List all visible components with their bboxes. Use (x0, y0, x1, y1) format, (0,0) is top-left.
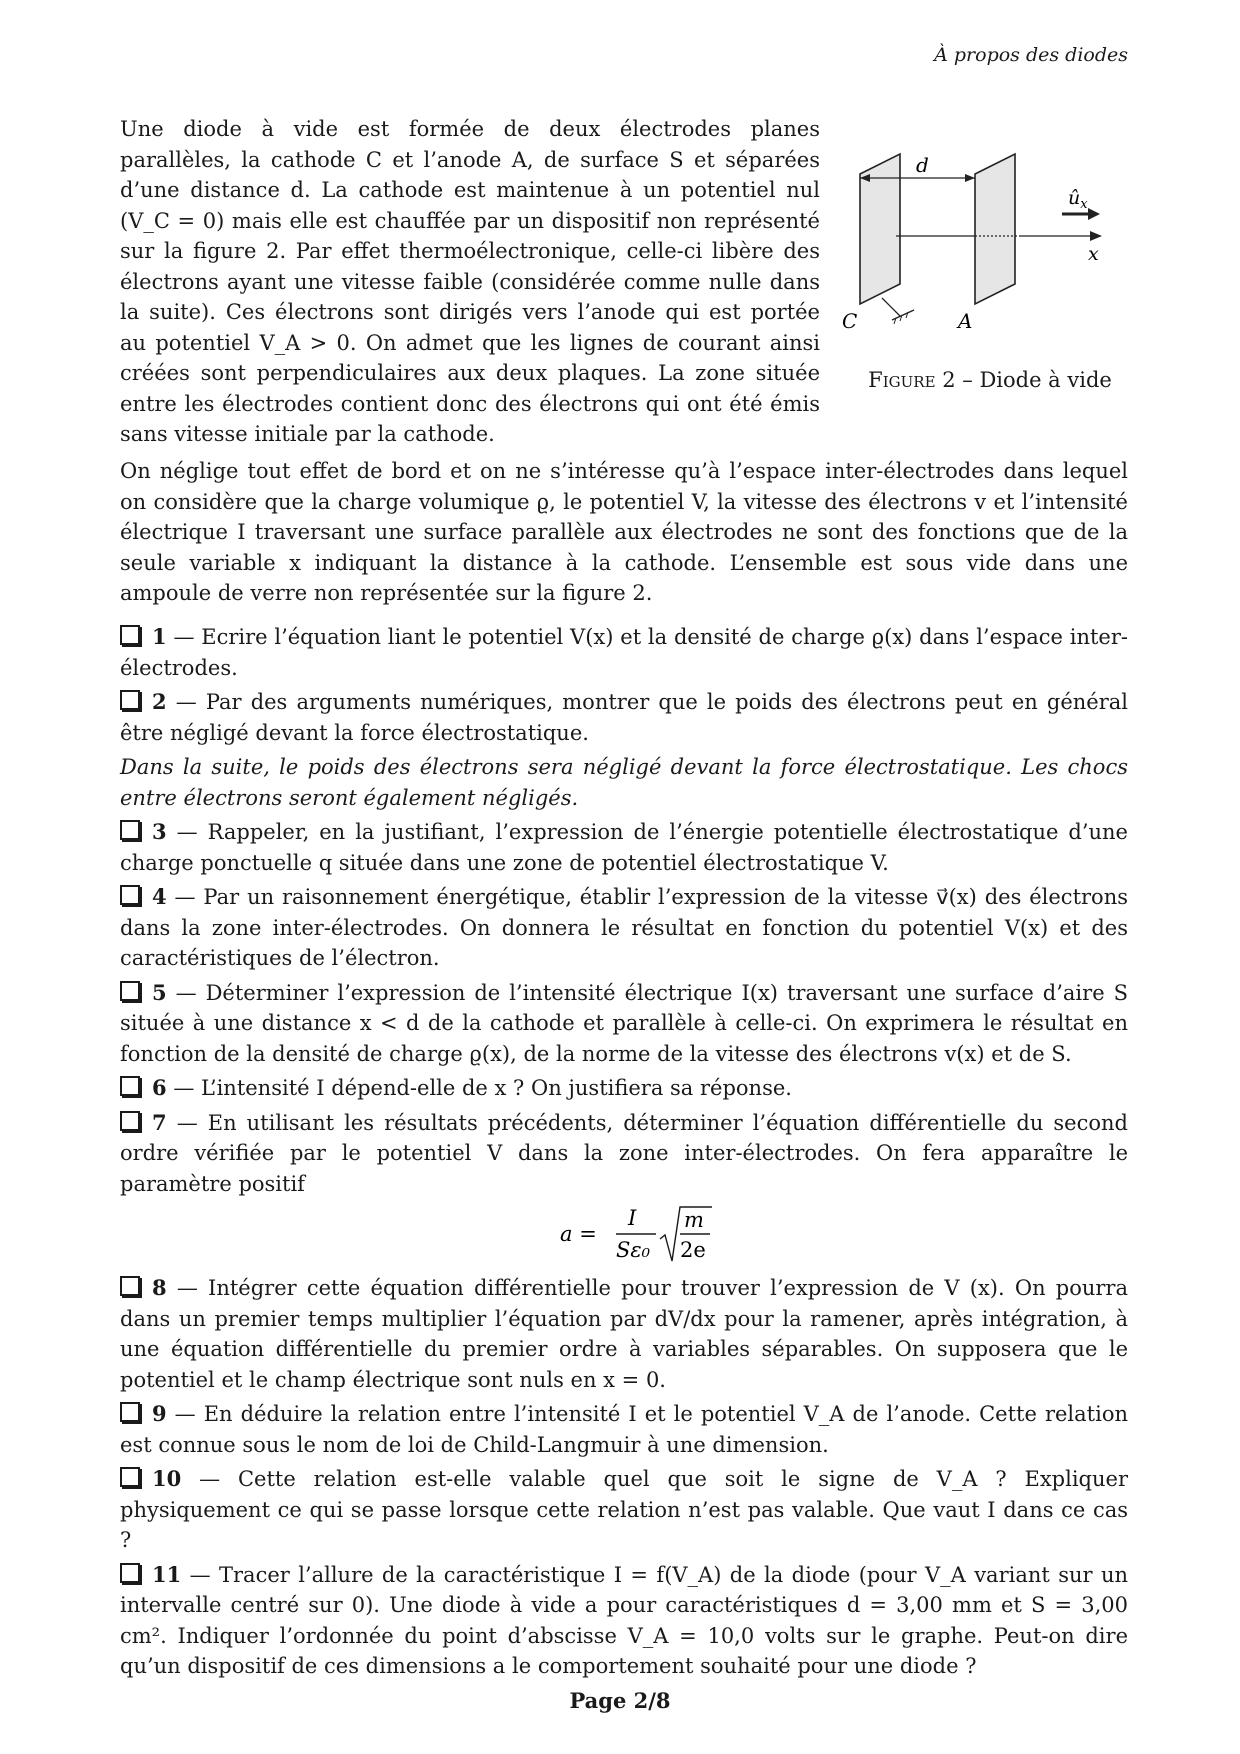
question-2 (120, 687, 1128, 748)
question-number: 5 (152, 979, 167, 1005)
question-text: — Ecrire l’équation liant le potentiel V(x) et la densité de charge ϱ(x) dans l’espace inter-électrodes. (120, 625, 1128, 680)
italic-note: Dans la suite, le poids des électrons sera négligé devant la force électrostatique. Les chocs entre électrons seront également négligés. (120, 755, 1128, 810)
question-text: — Par des arguments numériques, montrer que le poids des électrons peut en général être négligé devant la force électrostatique. (120, 690, 1128, 745)
question-text: — En utilisant les résultats précédents, déterminer l’équation différentielle du second ordre vérifiée par le potentiel V dans la zone inter-électrodes. On fera apparaître le paramètre positif (120, 1110, 1128, 1196)
figure-caption (840, 368, 1140, 392)
formula-svg (560, 1203, 760, 1265)
page-number: Page 2/8 (569, 1688, 671, 1713)
checkbox-icon (120, 820, 140, 840)
checkbox-icon (120, 981, 140, 1001)
question-text: — Tracer l’allure de la caractéristique I = f(V_A) de la diode (pour V_A variant sur un intervalle centré sur 0). Une diode à vide a pour caractéristiques d = 3,00 mm et S = 3,00 cm². Indiquer l’ordonnée du point d’abscisse V_A = 10,0 volts sur le graphe. Peut-on dire qu’un dispositif de ces dimensions a le comportement souhaité pour une diode ? (120, 1562, 1128, 1678)
checkbox-icon (120, 885, 140, 905)
question-number: 1 (152, 624, 167, 649)
question-text: — En déduire la relation entre l’intensité I et le potentiel V_A de l’anode. Cette relation est connue sous le nom de loi de Child-Langmuir à une dimension. (120, 1402, 1128, 1457)
question-7 (120, 1108, 1128, 1200)
question-3 (120, 817, 1128, 878)
question-text: — Cette relation est-elle valable quel que soit le signe de V_A ? Expliquer physiquement ce qui se passe lorsque cette relation n’est pas valable. Que vaut I dans ce cas ? (120, 1467, 1128, 1552)
checkbox-icon (120, 1111, 140, 1131)
question-number: 11 (152, 1561, 182, 1587)
checkbox-icon (120, 690, 140, 710)
formula-root-num: m (684, 1208, 704, 1232)
running-header: À propos des diodes (934, 44, 1128, 66)
checkbox-icon (120, 1076, 140, 1096)
formula-den: Sε₀ (616, 1238, 651, 1262)
question-10 (120, 1464, 1128, 1556)
label-d: d (916, 153, 929, 177)
caption-text: Diode à vide (979, 368, 1112, 392)
question-list (120, 622, 1128, 1686)
formula-num: I (628, 1206, 637, 1230)
question-1 (120, 622, 1128, 683)
question-number: 4 (152, 884, 167, 909)
formula-root-den: 2e (680, 1238, 706, 1262)
question-11 (120, 1560, 1128, 1682)
question-text: — Rappeler, en la justifiant, l’expression de l’énergie potentielle électrostatique d’une charge ponctuelle q située dans une zone de potentiel électrostatique V. (120, 820, 1128, 875)
question-number: 6 (152, 1075, 167, 1100)
checkbox-icon (120, 1563, 140, 1583)
question-8 (120, 1273, 1128, 1395)
formula-lhs: a = (560, 1222, 597, 1246)
question-text: — Intégrer cette équation différentielle pour trouver l’expression de V (x). On pourra dans un premier temps multiplier l’équation par dV/dx pour la ramener, après intégration, à une équation différentielle du premier ordre à variables séparables. On supposera que le potentiel et le champ électrique sont nuls en x = 0. (120, 1276, 1128, 1392)
checkbox-icon (120, 625, 140, 645)
question-number: 2 (152, 689, 167, 714)
label-ux: $û_x$ (1068, 187, 1088, 212)
label-A: A (958, 309, 973, 333)
question-text: — Déterminer l’expression de l’intensité électrique I(x) traversant une surface d’aire S située à une distance x < d de la cathode et parallèle à celle-ci. On exprimera le résultat en fonction de la densité de charge ϱ(x), de la norme de la vitesse des électrons v(x) et de S. (120, 980, 1128, 1066)
checkbox-icon (120, 1402, 140, 1422)
caption-sep: – (955, 368, 980, 392)
figure-2 (840, 148, 1140, 408)
question-number: 8 (152, 1275, 167, 1300)
question-number: 10 (152, 1466, 182, 1491)
formula-a (120, 1203, 1128, 1265)
diode-diagram (840, 148, 1140, 363)
caption-prefix: Figure 2 (868, 368, 956, 392)
question-number: 3 (152, 819, 167, 844)
checkbox-icon (120, 1276, 140, 1296)
question-9 (120, 1399, 1128, 1460)
question-number: 7 (152, 1109, 167, 1135)
intro-paragraph: Une diode à vide est formée de deux électrodes planes parallèles, la cathode C et l’anode A, de surface S et séparées d’une distance d. La cathode est maintenue à un potentiel nul (V_C = 0) mais elle est chauffée par un dispositif non représenté sur la figure 2. Par effet thermoélectronique, celle-ci libère des électrons ayant une vitesse faible (considérée comme nulle dans la suite). Ces électrons sont dirigés vers l’anode qui est portée au potentiel V_A > 0. On admet que les lignes de courant ainsi créées sont perpendiculaires aux deux plaques. La zone située entre les électrodes contient donc des électrons qui ont été émis sans vitesse initiale par la cathode. (120, 117, 820, 446)
question-text: — L’intensité I dépend-elle de x ? On justifiera sa réponse. (173, 1076, 792, 1100)
question-text: — Par un raisonnement énergétique, établir l’expression de la vitesse v⃗(x) des électrons dans la zone inter-électrodes. On donnera le résultat en fonction du potentiel V(x) et des caractéristiques de l’électron. (120, 885, 1128, 970)
question-6 (120, 1073, 1128, 1104)
question-number: 9 (152, 1401, 167, 1426)
body-paragraph: On néglige tout effet de bord et on ne s’intéresse qu’à l’espace inter-électrodes dans lequel on considère que la charge volumique ϱ, le potentiel V, la vitesse des électrons v et l’intensité électrique I traversant une surface parallèle aux électrodes ne sont des fonctions que de la seule variable x indiquant la distance à la cathode. L’ensemble est sous vide dans une ampoule de verre non représentée sur la figure 2. (120, 459, 1128, 605)
label-x: x (1088, 243, 1099, 265)
question-5 (120, 978, 1128, 1070)
checkbox-icon (120, 1467, 140, 1487)
question-4 (120, 882, 1128, 974)
label-C: C (842, 309, 858, 333)
